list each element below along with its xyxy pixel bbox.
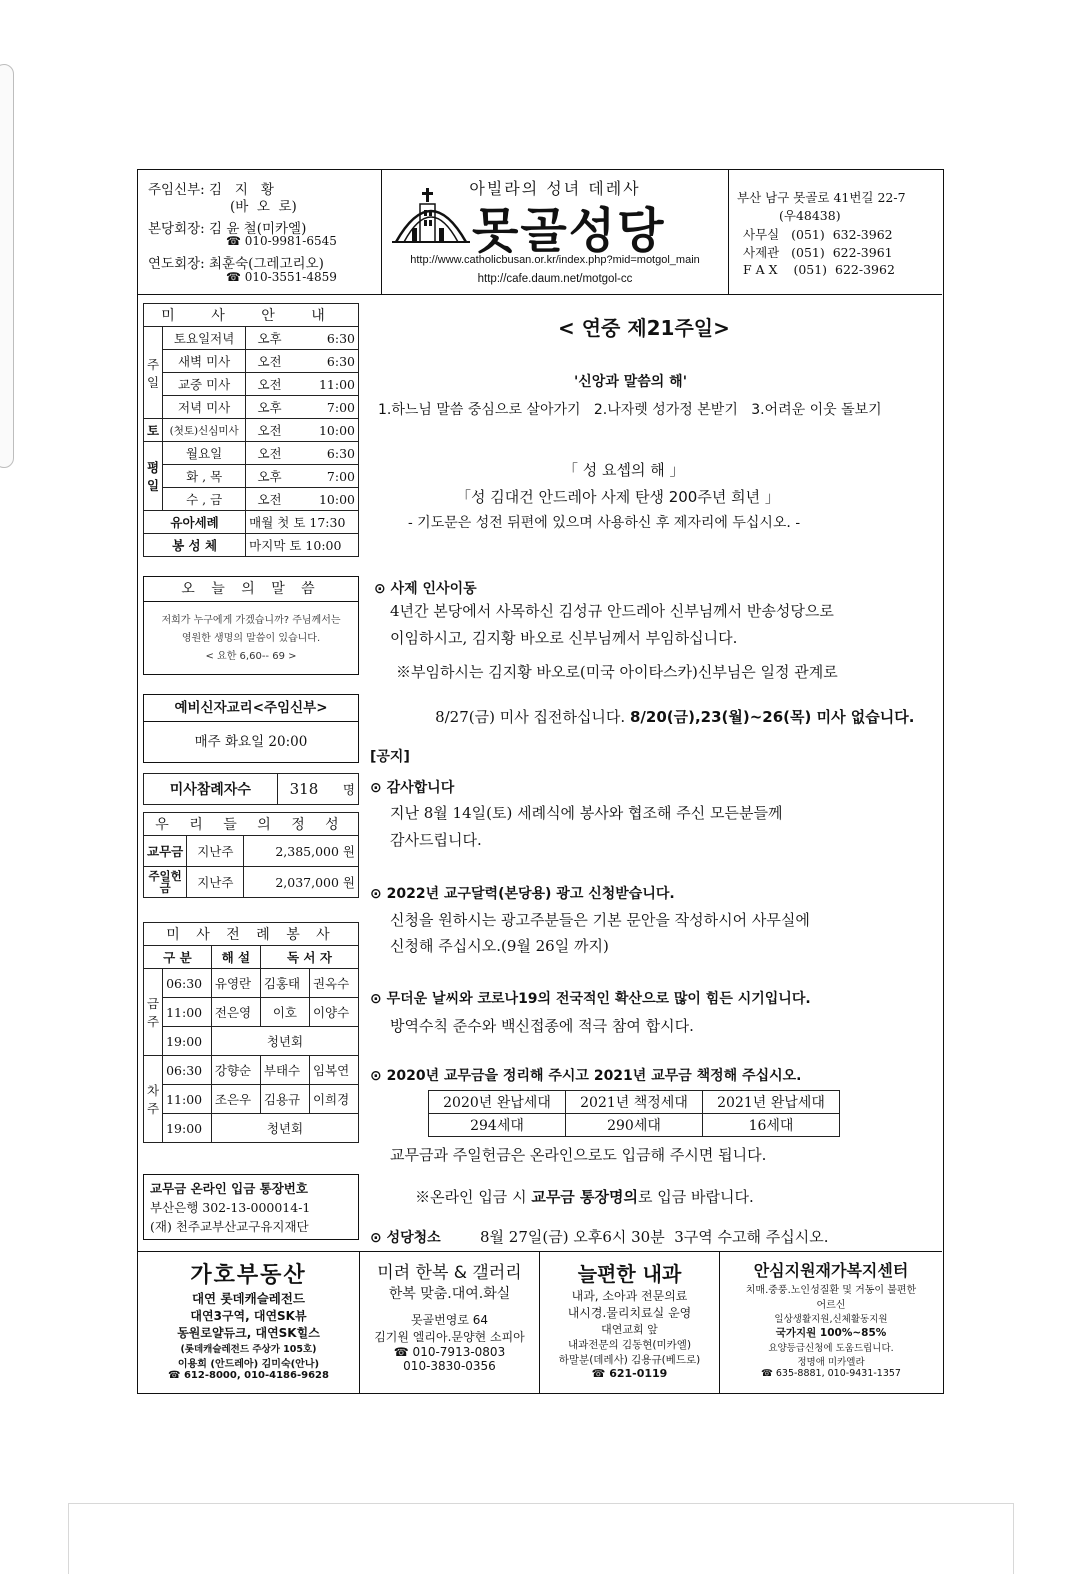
cafe-url[interactable]: http://cafe.daum.net/motgol-cc — [477, 273, 633, 285]
ad-title: 가호부동산 — [190, 1263, 307, 1288]
mass-name: 화 , 목 — [163, 465, 246, 488]
server-commentator: 강향순 — [211, 1056, 260, 1085]
side-scroll-tab[interactable] — [0, 64, 14, 468]
attendance-table — [143, 773, 359, 805]
server-reader: 이양수 — [309, 998, 358, 1027]
dues-online-note — [396, 1168, 754, 1225]
mass-time: 6:30 — [293, 442, 359, 465]
mass-group-weekday: 평일 — [144, 442, 163, 511]
year-goals: 1.하느님 말씀 중심으로 살아가기 2.나자렛 성가정 본받기 3.어려운 이웃 돌보기 — [378, 402, 882, 418]
calendar-title: ⊙ 2022년 교구달력(본당용) 광고 신청받습니다. — [370, 886, 675, 902]
ad-line: (롯데캐슬레전드 주상가 105호) — [180, 1344, 317, 1355]
mass-ampm: 오전 — [246, 488, 293, 511]
word-line: 저희가 누구에게 가겠습니까? 주님께서는 — [161, 615, 341, 626]
ad-welfare-center — [720, 1252, 942, 1393]
catechumen-box — [143, 694, 359, 763]
mass-group-sat: 토 — [144, 419, 163, 442]
mass-time: 11:00 — [293, 373, 359, 396]
cleaning-text: 8월 27일(금) 오후6시 30분 3구역 수고해 주십시오. — [480, 1228, 829, 1246]
servers-header: 구 분 — [144, 946, 212, 969]
priest-baptism: (바 오 로) — [230, 199, 297, 215]
offering-label: 주일헌금 — [144, 867, 187, 898]
thanks-text: 감사드립니다. — [390, 831, 482, 849]
todays-word-box — [143, 576, 359, 675]
calendar-text: 신청을 원하시는 광고주분들은 기본 문안을 작성하시어 사무실에 — [390, 911, 810, 929]
server-reader: 권옥수 — [309, 969, 358, 998]
ad-real-estate — [138, 1252, 360, 1393]
ad-line: 요양등급신청에 도움드립니다. — [768, 1343, 894, 1354]
server-reader: 이희경 — [309, 1085, 358, 1114]
mass-time: 6:30 — [293, 327, 359, 350]
mass-name: 토요일저녁 — [163, 327, 246, 350]
mass-ampm: 오후 — [246, 465, 293, 488]
ad-phone: ☎ 612-8000, 010-4186-9628 — [168, 1370, 329, 1381]
bank-holder: (재) 천주교부산교구유지재단 — [150, 1219, 309, 1234]
server-commentator: 전은영 — [211, 998, 260, 1027]
dues-title: ⊙ 2020년 교무금을 정리해 주시고 2021년 교무금 책정해 주십시오. — [370, 1068, 802, 1084]
todays-word-title: 오 늘 의 말 씀 — [144, 577, 358, 602]
calendar-text: 신청해 주십시오.(9월 26일 까지) — [390, 937, 609, 955]
ad-phone: ☎ 621-0119 — [591, 1367, 668, 1380]
mass-time: 10:00 — [293, 488, 359, 511]
server-reader: 김홍태 — [260, 969, 309, 998]
infant-baptism-label: 유아세례 — [144, 511, 246, 534]
bank-title: 교무금 온라인 입금 통장번호 — [150, 1181, 308, 1196]
ad-line: 국가지원 100%~85% — [775, 1327, 887, 1339]
dues-text: 교무금과 주일헌금은 온라인으로도 입금해 주시면 됩니다. — [390, 1146, 767, 1164]
mass-time: 7:00 — [293, 465, 359, 488]
dues-header: 2020년 완납세대 — [429, 1091, 566, 1114]
word-reference: < 요한 6,60-- 69 > — [205, 651, 297, 662]
church-name: 못골성당 — [472, 203, 666, 259]
priest-name: 주임신부: 김 지 황 — [148, 182, 274, 198]
server-commentator: 유영란 — [211, 969, 260, 998]
mass-time: 6:30 — [293, 350, 359, 373]
offering-label: 교무금 — [144, 836, 187, 867]
mass-name: (첫토)신심미사 — [163, 419, 246, 442]
contact-info — [729, 170, 942, 294]
ad-line: 하말분(데레사) 김용규(베드로) — [558, 1354, 701, 1366]
ad-hanbok — [360, 1252, 540, 1393]
ad-title: 늘편한 내과 — [577, 1262, 682, 1286]
ad-line: 일상생활지원,신체활동지원 — [774, 1314, 888, 1325]
address: 부산 남구 못골로 41번길 22-7 — [737, 190, 906, 205]
offering-week: 지난주 — [187, 836, 244, 867]
mass-time: 7:00 — [293, 396, 359, 419]
transfer-date: 8/27(금) 미사 집전하십니다. — [435, 708, 626, 726]
fax-number: F A X (051) 622-3962 — [743, 262, 895, 277]
mass-ampm: 오후 — [246, 327, 293, 350]
catechumen-title: 예비신자교리<주임신부> — [144, 695, 358, 722]
communion-label: 봉 성 체 — [144, 534, 246, 557]
bulletin-page — [137, 169, 944, 1394]
mass-name: 저녁 미사 — [163, 396, 246, 419]
ad-title: 안심지원재가복지센터 — [753, 1261, 909, 1280]
joseph-year: 「 성 요셉의 해 」 — [563, 461, 685, 479]
dues-value: 290세대 — [566, 1114, 703, 1137]
server-time: 19:00 — [163, 1027, 212, 1056]
ad-line: 내과전문의 김동현(미카엘) — [567, 1339, 692, 1351]
offering-amount: 2,385,000 원 — [244, 836, 359, 867]
infant-baptism-value: 매월 첫 토 17:30 — [246, 511, 359, 534]
transfer-title: ⊙ 사제 인사이동 — [374, 581, 477, 597]
transfer-text: 이임하시고, 김지황 바오로 신부님께서 부임하십니다. — [390, 629, 738, 647]
attendance-unit: 명 — [330, 774, 358, 805]
server-time: 11:00 — [163, 998, 212, 1027]
bulletin-header — [138, 170, 942, 295]
ad-line: 대연교회 앞 — [601, 1323, 658, 1336]
servers-next-week: 차주 — [144, 1056, 163, 1143]
year-theme: '신앙과 말씀의 해' — [574, 374, 687, 390]
mass-name: 새벽 미사 — [163, 350, 246, 373]
ad-title: 미려 한복 & 갤러리 — [377, 1263, 522, 1283]
mass-time: 10:00 — [293, 419, 359, 442]
mass-schedule-table — [143, 303, 359, 557]
server-group: 청년회 — [211, 1114, 358, 1143]
mass-ampm: 오전 — [246, 373, 293, 396]
ad-line: 동원로얄듀크, 대연SK힐스 — [177, 1326, 320, 1340]
communion-value: 마지막 토 10:00 — [246, 534, 359, 557]
transfer-text: 4년간 본당에서 사목하신 김성규 안드레아 신부님께서 반송성당으로 — [390, 602, 834, 620]
ad-clinic — [540, 1252, 720, 1393]
word-line: 영원한 생명의 말씀이 있습니다. — [181, 633, 321, 644]
ad-phone: 010-3830-0356 — [403, 1359, 496, 1373]
server-time: 06:30 — [163, 1056, 212, 1085]
ad-line: 치매.중풍.노인성질환 및 거동이 불편한 — [745, 1285, 917, 1296]
dues-text-part: ※온라인 입금 시 — [415, 1188, 532, 1206]
ad-line: 이용희 (안드레아) 김미숙(안나) — [177, 1359, 320, 1370]
dues-header: 2021년 책정세대 — [566, 1091, 703, 1114]
servers-this-week: 금주 — [144, 969, 163, 1056]
catechumen-schedule: 매주 화요일 20:00 — [194, 734, 308, 750]
thanks-title: ⊙ 감사합니다 — [370, 780, 455, 796]
transfer-note — [416, 688, 914, 745]
servers-header: 독 서 자 — [260, 946, 358, 969]
mass-name: 수 , 금 — [163, 488, 246, 511]
mass-name: 월요일 — [163, 442, 246, 465]
servers-title: 미 사 전 례 봉 사 — [144, 923, 359, 946]
mass-title: 미 사 안 내 — [144, 304, 359, 327]
attendance-label: 미사참례자수 — [144, 774, 278, 805]
mass-name: 교중 미사 — [163, 373, 246, 396]
offering-week: 지난주 — [187, 867, 244, 898]
covid-title: ⊙ 무더운 날씨와 코로나19의 전국적인 확산으로 많이 힘든 시기입니다. — [370, 991, 811, 1007]
rectory-phone: 사제관 (051) 622-3961 — [743, 245, 893, 260]
bank-account-box — [143, 1174, 359, 1240]
ad-line: 못골번영로 64 — [410, 1313, 489, 1327]
mass-ampm: 오후 — [246, 396, 293, 419]
mass-ampm: 오전 — [246, 419, 293, 442]
offering-table — [143, 812, 359, 898]
ad-line: 어르신 — [816, 1300, 846, 1311]
jubilee-title: 「성 김대건 안드레아 사제 탄생 200주년 희년 」 — [456, 488, 780, 506]
parish-president: 본당회장: 김 윤 철(미카엘) — [148, 221, 307, 237]
dues-value: 16세대 — [703, 1114, 840, 1137]
prayer-note: - 기도문은 성전 뒤편에 있으며 사용하신 후 제자리에 두십시오. - — [408, 515, 801, 531]
bottom-input-area[interactable] — [68, 1503, 1014, 1574]
church-logo-icon — [392, 184, 470, 246]
advertisement-strip — [138, 1251, 942, 1393]
ad-phone: ☎ 010-7913-0803 — [393, 1345, 506, 1359]
dues-text-part: 로 입금 바랍니다. — [637, 1188, 754, 1206]
ad-line: 내시경.물리치료실 운영 — [567, 1306, 692, 1320]
ad-line: 내과, 소아과 전문의료 — [571, 1289, 688, 1303]
server-commentator: 조은우 — [211, 1085, 260, 1114]
offering-title: 우 리 들 의 정 성 — [144, 813, 359, 836]
zipcode: (우48438) — [779, 208, 841, 223]
server-group: 청년회 — [211, 1027, 358, 1056]
server-reader: 부태수 — [260, 1056, 309, 1085]
covid-text: 방역수칙 준수와 백신접종에 적극 참여 합시다. — [390, 1017, 694, 1035]
transfer-text: ※부임하시는 김지황 바오로(미국 아이타스카)신부님은 일정 관계로 — [396, 663, 838, 681]
server-time: 19:00 — [163, 1114, 212, 1143]
diocese-url[interactable]: http://www.catholicbusan.or.kr/index.php?mid=motgol_main — [410, 254, 700, 266]
server-reader: 임복연 — [309, 1056, 358, 1085]
staff-info — [138, 170, 382, 294]
offering-amount: 2,037,000 원 — [244, 867, 359, 898]
bank-account: 부산은행 302-13-000014-1 — [150, 1200, 311, 1215]
ad-line: 정명애 미카엘라 — [797, 1357, 865, 1368]
ad-line: 대연3구역, 대연SK뷰 — [190, 1309, 307, 1323]
youth-phone: ☎ 010-3551-4859 — [226, 270, 337, 284]
youth-president: 연도회장: 최훈숙(그레고리오) — [148, 256, 324, 272]
dues-value: 294세대 — [429, 1114, 566, 1137]
mass-ampm: 오전 — [246, 350, 293, 373]
transfer-no-mass: 8/20(금),23(월)~26(목) 미사 없습니다. — [629, 708, 915, 726]
todays-word-text — [144, 612, 358, 666]
patron-saint: 아빌라의 성녀 데레사 — [469, 179, 641, 198]
mass-ampm: 오전 — [246, 442, 293, 465]
server-time: 06:30 — [163, 969, 212, 998]
ad-line: 한복 맞춤.대여.화실 — [388, 1286, 511, 1302]
notice-label: [공지] — [370, 749, 410, 765]
dues-account-name: 교무금 통장명의 — [531, 1188, 638, 1206]
president-phone: ☎ 010-9981-6545 — [226, 234, 337, 248]
dues-table — [428, 1090, 840, 1137]
liturgy-servers-table — [143, 922, 359, 1143]
attendance-count: 318 — [277, 774, 330, 805]
mass-group-sunday: 주일 — [144, 327, 163, 419]
week-title: < 연중 제21주일> — [558, 316, 730, 340]
servers-header: 해 설 — [211, 946, 260, 969]
server-reader: 김용규 — [260, 1085, 309, 1114]
cleaning-title: ⊙ 성당청소 — [370, 1230, 441, 1246]
ad-line: 대연 롯데캐슬레전드 — [191, 1291, 306, 1306]
dues-header: 2021년 완납세대 — [703, 1091, 840, 1114]
server-time: 11:00 — [163, 1085, 212, 1114]
thanks-text: 지난 8월 14일(토) 세례식에 봉사와 협조해 주신 모든분들께 — [390, 804, 783, 822]
ad-phone: ☎ 635-8881, 010-9431-1357 — [761, 1368, 901, 1379]
church-title-block — [382, 170, 729, 294]
office-phone: 사무실 (051) 632-3962 — [743, 227, 893, 242]
ad-line: 김기원 엘리아.문양현 소피아 — [374, 1330, 525, 1344]
server-reader: 이호 — [260, 998, 309, 1027]
